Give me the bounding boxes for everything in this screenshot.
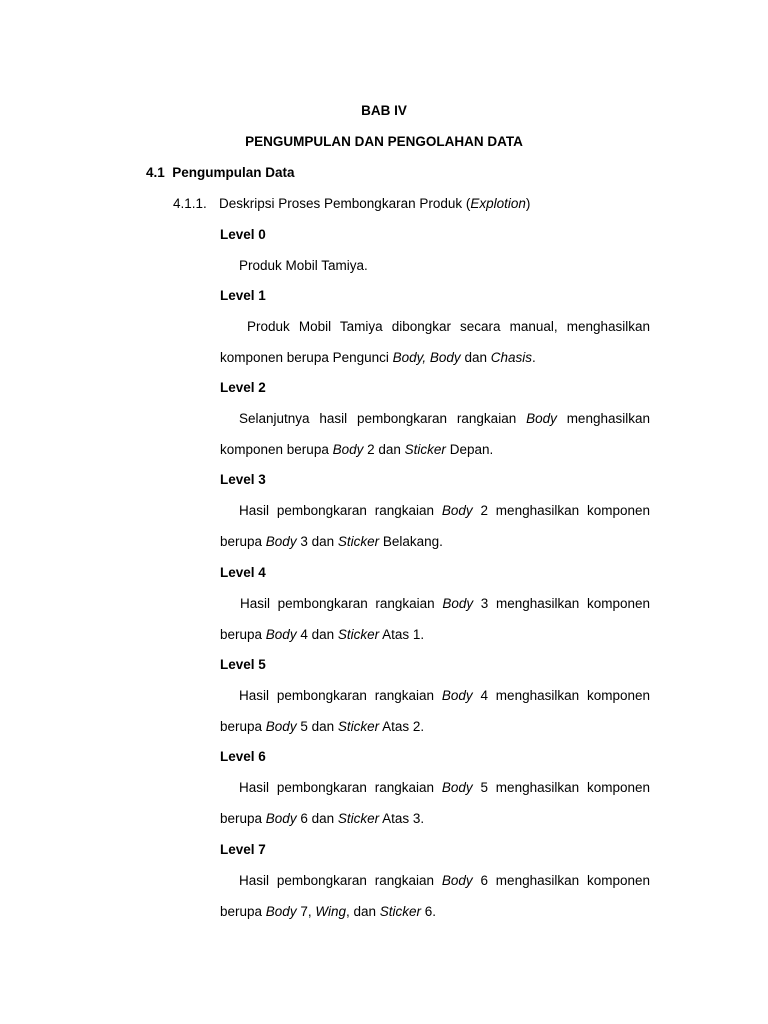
text-run: Body bbox=[265, 904, 297, 919]
text-run: berupa bbox=[220, 719, 266, 734]
text-run: Belakang. bbox=[379, 534, 443, 549]
text-run: 7, bbox=[296, 904, 316, 919]
text-run: 5 menghasilkan komponen bbox=[472, 780, 650, 795]
text-run: 4 menghasilkan komponen bbox=[472, 688, 650, 703]
text-run: 2 menghasilkan komponen bbox=[472, 503, 650, 518]
text-run: Sticker bbox=[404, 442, 446, 457]
text-run: komponen berupa bbox=[220, 442, 333, 457]
text-run: Produk Mobil Tamiya. bbox=[239, 258, 368, 273]
level-paragraph-line-2 bbox=[220, 903, 436, 921]
level-heading: Level 5 bbox=[220, 657, 266, 672]
text-run: Body bbox=[526, 411, 557, 426]
text-run: berupa bbox=[220, 627, 266, 642]
text-run: 3 menghasilkan komponen bbox=[473, 596, 650, 611]
text-run: Sticker bbox=[337, 811, 380, 826]
text-run: Body bbox=[441, 688, 473, 703]
text-run: Hasil pembongkaran rangkaian bbox=[239, 503, 442, 518]
subsection-title: Deskripsi Proses Pembongkaran Produk ( bbox=[219, 196, 471, 211]
subsection-heading bbox=[173, 195, 531, 213]
text-run: 6 menghasilkan komponen bbox=[472, 873, 650, 888]
text-run: Body bbox=[441, 503, 473, 518]
text-run: Body bbox=[265, 811, 297, 826]
level-heading: Level 2 bbox=[220, 380, 266, 395]
level-paragraph-line-2 bbox=[220, 626, 424, 644]
level-paragraph-line-1 bbox=[239, 502, 650, 520]
text-run: Hasil pembongkaran rangkaian bbox=[239, 688, 442, 703]
level-paragraph-line-1 bbox=[240, 595, 650, 613]
text-run: Hasil pembongkaran rangkaian bbox=[240, 596, 443, 611]
text-run: Body bbox=[442, 596, 474, 611]
text-run: Hasil pembongkaran rangkaian bbox=[239, 780, 442, 795]
subsection-title-italic: Explotion bbox=[470, 196, 526, 211]
text-run: 3 dan bbox=[296, 534, 338, 549]
text-run: 4 dan bbox=[296, 627, 338, 642]
text-run: Depan. bbox=[445, 442, 494, 457]
subsection-title-wrap bbox=[219, 195, 530, 213]
text-run: 6. bbox=[421, 904, 437, 919]
text-run: 6 dan bbox=[296, 811, 338, 826]
level-paragraph-line-1 bbox=[239, 687, 650, 705]
text-run: Chasis bbox=[490, 350, 532, 365]
chapter-title: PENGUMPULAN DAN PENGOLAHAN DATA bbox=[245, 134, 523, 149]
text-run: Atas 2. bbox=[379, 719, 425, 734]
level-paragraph-line-1 bbox=[239, 257, 368, 275]
text-run: , dan bbox=[345, 904, 380, 919]
text-run: komponen berupa Pengunci bbox=[220, 350, 393, 365]
text-run: Sticker bbox=[337, 534, 380, 549]
section-title: Pengumpulan Data bbox=[172, 165, 295, 180]
text-run: Body bbox=[441, 780, 473, 795]
level-paragraph-line-2 bbox=[220, 349, 536, 367]
text-run: Wing bbox=[315, 904, 346, 919]
level-heading: Level 1 bbox=[220, 288, 266, 303]
level-paragraph-line-2 bbox=[220, 533, 443, 551]
text-run: dan bbox=[460, 350, 491, 365]
level-paragraph-line-2 bbox=[220, 441, 493, 459]
level-paragraph-line-2 bbox=[220, 810, 424, 828]
chapter-label: BAB IV bbox=[361, 103, 407, 118]
level-heading: Level 4 bbox=[220, 565, 266, 580]
text-run: Sticker bbox=[337, 627, 380, 642]
level-heading: Level 3 bbox=[220, 472, 266, 487]
text-run: Body bbox=[332, 442, 364, 457]
text-run: 5 dan bbox=[296, 719, 338, 734]
text-run: berupa bbox=[220, 534, 266, 549]
text-run: Atas 1. bbox=[379, 627, 425, 642]
subsection-title-end: ) bbox=[525, 196, 531, 211]
text-run: . bbox=[531, 350, 536, 365]
text-run: berupa bbox=[220, 904, 266, 919]
text-run: Hasil pembongkaran rangkaian bbox=[239, 873, 442, 888]
text-run: Atas 3. bbox=[379, 811, 425, 826]
level-heading: Level 0 bbox=[220, 227, 266, 242]
level-paragraph-line-1 bbox=[239, 779, 650, 797]
level-paragraph-line-1 bbox=[239, 872, 650, 890]
subsection-number: 4.1.1. bbox=[173, 196, 207, 211]
text-run: Body bbox=[265, 534, 297, 549]
section-number: 4.1 bbox=[146, 165, 165, 180]
level-paragraph-line-1 bbox=[247, 318, 650, 336]
text-run: Sticker bbox=[337, 719, 380, 734]
level-paragraph-line-1 bbox=[239, 410, 650, 428]
level-heading: Level 6 bbox=[220, 749, 266, 764]
text-run: 2 dan bbox=[363, 442, 405, 457]
text-run: berupa bbox=[220, 811, 266, 826]
level-heading: Level 7 bbox=[220, 842, 266, 857]
text-run: Body, Body bbox=[392, 350, 461, 365]
text-run: Body bbox=[265, 719, 297, 734]
level-paragraph-line-2 bbox=[220, 718, 424, 736]
text-run: Sticker bbox=[379, 904, 422, 919]
text-run: Selanjutnya hasil pembongkaran rangkaian bbox=[239, 411, 527, 426]
text-run: Produk Mobil Tamiya dibongkar secara manual, menghasilkan bbox=[247, 319, 650, 334]
text-run: Body bbox=[441, 873, 473, 888]
text-run: Body bbox=[265, 627, 297, 642]
section-heading bbox=[146, 164, 295, 182]
text-run: menghasilkan bbox=[556, 411, 650, 426]
